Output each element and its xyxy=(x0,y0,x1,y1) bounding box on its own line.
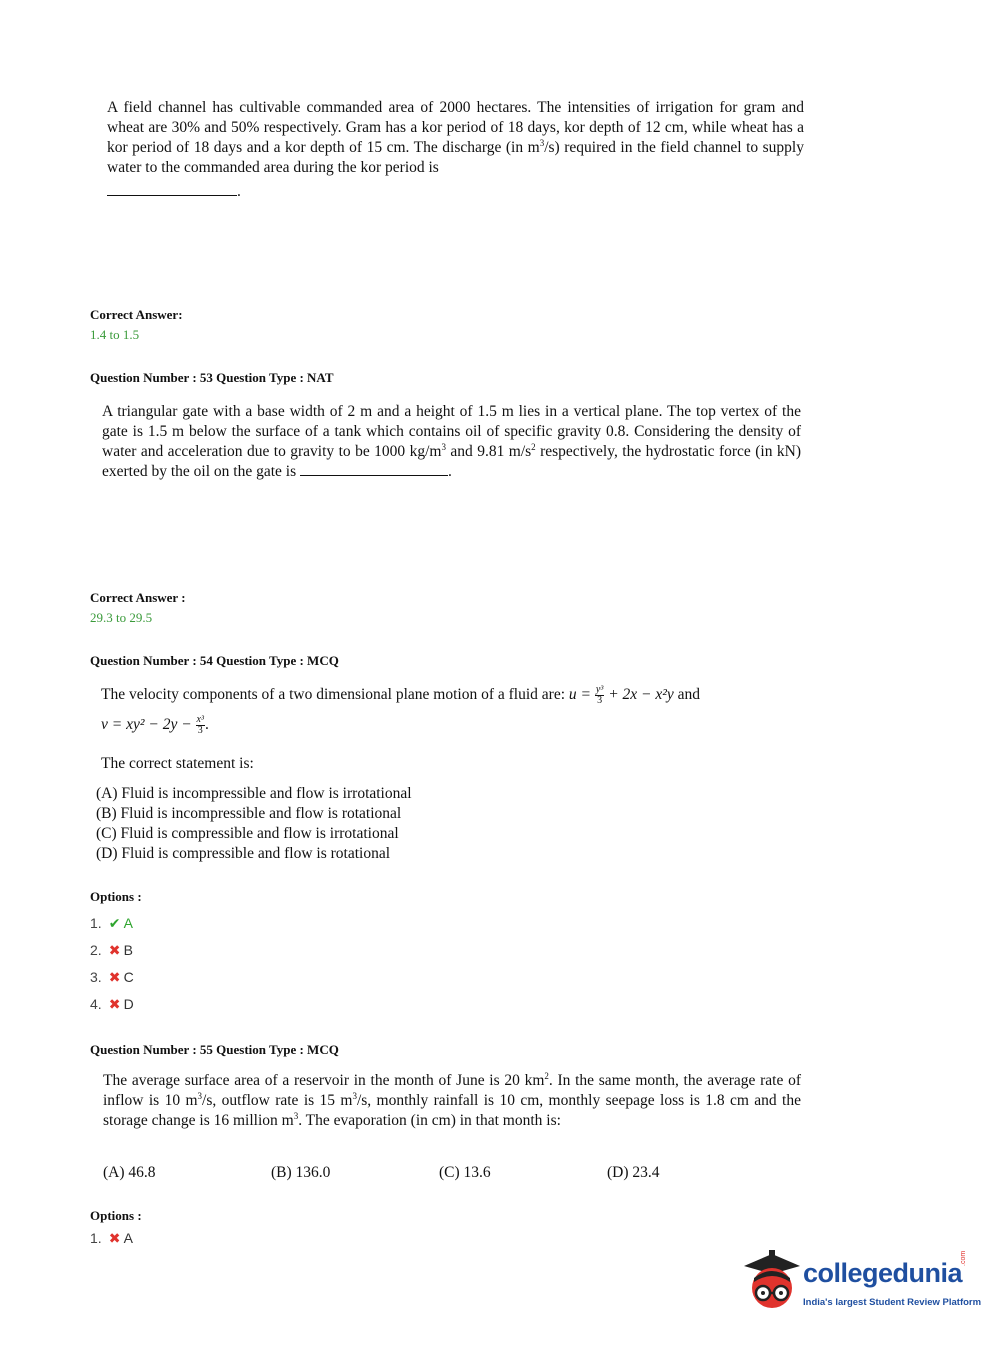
choice: (D) Fluid is compressible and flow is rotational xyxy=(96,845,391,862)
q54-choices xyxy=(96,784,412,864)
option-item: 1. ✔ A xyxy=(90,910,134,937)
options-label: Options : xyxy=(90,889,142,904)
question-header: Question Number : 54 Question Type : MCQ xyxy=(90,653,339,668)
correct-answer-value: 29.3 to 29.5 xyxy=(90,610,153,625)
cross-icon: ✖ xyxy=(108,996,121,1012)
correct-answer-label: Correct Answer : xyxy=(90,590,186,605)
cross-icon: ✖ xyxy=(108,1230,121,1246)
q52-question-text: A field channel has cultivable commanded area of 2000 hectares. The intensities of irrigation for gram and wheat are 30% and 50% respectively. Gram has a kor period of 18 days, kor depth of 12 cm, while wheat has a kor period of 18 days and a kor depth of 15 cm. The discharge (in $m^3/s$) required in the field channel to supply water to the commanded area during the kor period is . xyxy=(107,99,804,200)
options-list xyxy=(90,910,134,1018)
option-item: 4. ✖ D xyxy=(90,991,134,1018)
option-item: 1. ✖ A xyxy=(90,1230,133,1246)
brand-tagline: India's largest Student Review Platform xyxy=(803,1297,982,1308)
brand-name: collegedunia xyxy=(803,1258,963,1288)
question-header: Question Number : 53 Question Type : NAT xyxy=(90,370,334,385)
correct-answer-label: Correct Answer: xyxy=(90,307,183,322)
cross-icon: ✖ xyxy=(108,969,121,985)
q54-statement: The correct statement is: xyxy=(101,755,254,772)
choice: (D) 23.4 xyxy=(607,1164,660,1181)
brand-domain: .com xyxy=(960,1250,967,1266)
u-fraction: $\frac{\text{y³}}{3}$ xyxy=(595,684,604,706)
choice: (A) Fluid is incompressible and flow is irrotational xyxy=(96,785,412,802)
answer-blank xyxy=(300,475,448,476)
collegedunia-logo xyxy=(742,1248,982,1320)
answer-blank xyxy=(107,195,237,196)
options-label: Options : xyxy=(90,1208,142,1223)
choice: (A) 46.8 xyxy=(103,1164,156,1181)
choice: (C) 13.6 xyxy=(439,1164,491,1181)
q54-v-expression: v = xy² − 2y − $\frac{\text{x³}}{3}$ . xyxy=(101,714,209,736)
choice: (C) Fluid is compressible and flow is irrotational xyxy=(96,825,399,842)
q55-question-text: The average surface area of a reservoir in the month of June is 20 $km^2$. In the same month, the average rate of inflow is 10 $m^3/s$, outflow rate is 15 $m^3/s$, monthly rainfall is 10 cm, monthly seepage loss is 1.8 cm and the storage change is 16 million $m^3$. The evaporation (in cm) in that month is: xyxy=(103,1070,801,1129)
q53-question-text: A triangular gate with a base width of 2 m and a height of 1.5 m lies in a vertical plane. The top vertex of the gate is 1.5 m below the surface of a tank which contains oil of specific gravity 0.8. Considering the density of water and acceleration due to gravity to be 1000 $kg/m^3$ and 9.81 $m/s^2$ respectively, the hydrostatic force (in kN) exerted by the oil on the gate is . xyxy=(102,403,801,480)
question-header: Question Number : 55 Question Type : MCQ xyxy=(90,1042,339,1057)
correct-answer-value: 1.4 to 1.5 xyxy=(90,327,140,342)
option-item: 3. ✖ C xyxy=(90,964,134,991)
choice: (B) 136.0 xyxy=(271,1164,331,1181)
check-icon: ✔ xyxy=(108,915,121,931)
cross-icon: ✖ xyxy=(108,942,121,958)
q54-question-text: The velocity components of a two dimensional plane motion of a fluid are: u = $\frac{\text{y³}}{3}$ + 2x − x²y and xyxy=(101,684,701,706)
options-list xyxy=(90,1228,133,1248)
v-fraction: $\frac{\text{x³}}{3}$ xyxy=(196,714,204,736)
choice: (B) Fluid is incompressible and flow is rotational xyxy=(96,805,402,822)
option-item: 2. ✖ B xyxy=(90,937,134,964)
mascot-icon xyxy=(742,1248,802,1314)
